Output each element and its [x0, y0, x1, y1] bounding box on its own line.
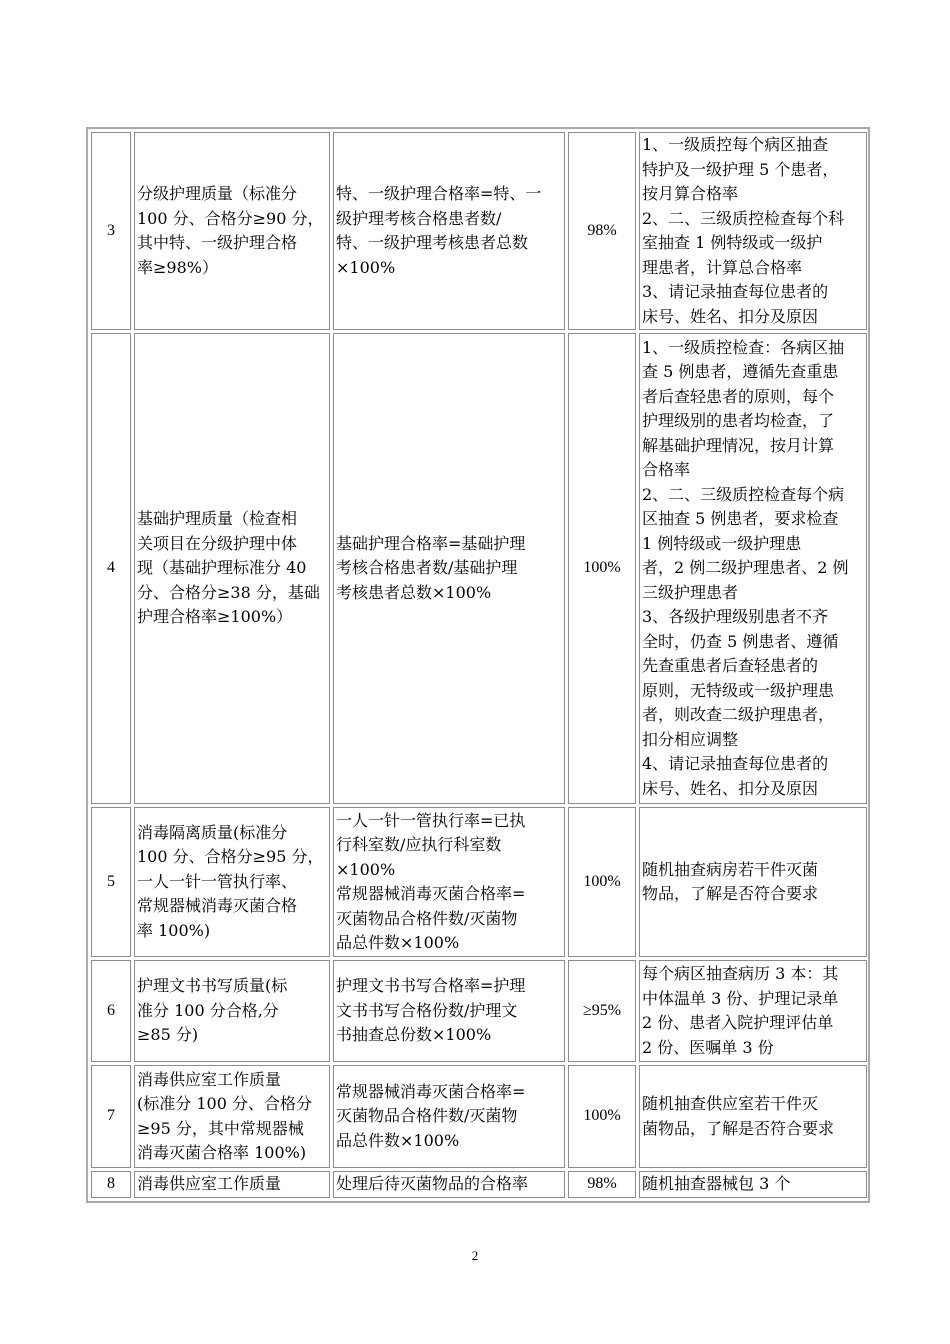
- item-cell: [134, 1171, 330, 1198]
- method-line: 者，2 例二级护理患者、2 例: [642, 558, 849, 578]
- method-line: 3、各级护理级别患者不齐: [642, 607, 829, 627]
- formula-line: 灭菌物品合格件数/灭菌物: [336, 908, 518, 928]
- method-line: 扣分相应调整: [642, 729, 739, 749]
- target-cell: 100%: [568, 807, 636, 957]
- formula-line: 常规器械消毒灭菌合格率=: [336, 884, 526, 903]
- method-line: 2、二、三级质控检查每个病: [642, 484, 845, 504]
- table-row: [91, 807, 867, 957]
- method-line: 三级护理患者: [642, 582, 739, 602]
- formula-line: 常规器械消毒灭菌合格率=: [336, 1081, 526, 1101]
- formula-line: 灭菌物品合格件数/灭菌物: [336, 1106, 518, 1126]
- method-line: 2 份、医嘱单 3 份: [642, 1037, 774, 1057]
- method-cell: [639, 960, 867, 1062]
- target-cell: 100%: [568, 333, 636, 804]
- item-line: 准分 100 分合格,分: [137, 1000, 279, 1020]
- row-number-cell: 3: [91, 132, 131, 330]
- method-line: 护理级别的患者均检查，了: [642, 411, 835, 431]
- method-line: 1 例特级或一级护理患: [642, 533, 802, 553]
- formula-line: 书抽查总份数×100%: [336, 1025, 492, 1045]
- method-line: 物品，了解是否符合要求: [642, 884, 819, 903]
- formula-line: 考核合格患者数/基础护理: [336, 558, 518, 578]
- method-line: 随机抽查供应室若干件灭: [642, 1094, 819, 1113]
- row-number-cell: 4: [91, 333, 131, 804]
- item-line: 常规器械消毒灭菌合格: [137, 896, 298, 916]
- target-cell: ≥95%: [568, 960, 636, 1062]
- item-line: 分、合格分≥38 分，基础: [137, 582, 320, 602]
- method-line: 解基础护理情况，按月计算: [642, 435, 835, 455]
- item-line: 消毒灭菌合格率 100%): [137, 1143, 307, 1162]
- formula-line: 级护理考核合格患者数/: [336, 208, 502, 228]
- formula-line: 特、一级护理考核患者总数: [336, 233, 529, 252]
- item-line: 率≥98%）: [137, 257, 218, 277]
- table-row: [91, 1065, 867, 1168]
- item-line: 护理文书书写质量(标: [137, 976, 288, 996]
- method-line: 先查重患者后查轻患者的: [642, 656, 819, 676]
- item-line: 消毒供应室工作质量: [137, 1174, 282, 1193]
- formula-line: ×100%: [336, 257, 396, 277]
- formula-line: 一人一针一管执行率=已执: [336, 810, 526, 830]
- target-cell: 98%: [568, 1171, 636, 1198]
- method-cell: [639, 1065, 867, 1168]
- method-line: 合格率: [642, 460, 691, 480]
- method-line: 理患者，计算总合格率: [642, 257, 803, 277]
- method-line: 4、请记录抽查每位患者的: [642, 754, 829, 774]
- quality-standards-table: [88, 129, 870, 1201]
- method-line: 随机抽查病房若干件灭菌: [642, 859, 819, 879]
- method-line: 区抽查 5 例患者，要求检查: [642, 509, 839, 529]
- table-body: [91, 132, 867, 1198]
- item-line: 现（基础护理标准分 40: [137, 558, 307, 578]
- item-line: (标准分 100 分、合格分: [137, 1094, 312, 1113]
- item-cell: [134, 960, 330, 1062]
- method-line: 者，则改查二级护理患者，: [642, 705, 835, 725]
- item-line: ≥85 分): [137, 1025, 199, 1045]
- formula-line: ×100%: [336, 859, 396, 879]
- item-line: 率 100%): [137, 920, 211, 940]
- method-line: 每个病区抽查病历 3 本：其: [642, 964, 839, 983]
- item-line: 护理合格率≥100%）: [137, 607, 293, 627]
- method-line: 者后查轻患者的原则，每个: [642, 386, 835, 406]
- formula-line: 考核患者总数×100%: [336, 582, 492, 602]
- method-line: 按月算合格率: [642, 184, 739, 203]
- method-line: 2、二、三级质控检查每个科: [642, 208, 845, 228]
- method-cell: [639, 1171, 867, 1198]
- formula-cell: [333, 132, 565, 330]
- method-line: 特护及一级护理 5 个患者，: [642, 159, 839, 179]
- item-line: ≥95 分，其中常规器械: [137, 1118, 304, 1138]
- quality-table-frame: [86, 127, 870, 1203]
- formula-cell: [333, 333, 565, 804]
- formula-line: 特、一级护理合格率=特、一: [336, 184, 542, 203]
- item-line: 100 分、合格分≥90 分，: [137, 208, 324, 228]
- formula-cell: [333, 807, 565, 957]
- formula-cell: [333, 1171, 565, 1198]
- method-cell: [639, 333, 867, 804]
- formula-line: 基础护理合格率=基础护理: [336, 533, 526, 553]
- formula-line: 品总件数×100%: [336, 933, 460, 952]
- method-line: 2 份、患者入院护理评估单: [642, 1013, 834, 1032]
- method-line: 随机抽查器械包 3 个: [642, 1174, 791, 1193]
- method-line: 1、一级质控检查：各病区抽: [642, 337, 845, 357]
- method-line: 床号、姓名、扣分及原因: [642, 306, 819, 326]
- item-line: 消毒隔离质量(标准分: [137, 822, 288, 842]
- target-cell: 98%: [568, 132, 636, 330]
- formula-line: 文书书写合格份数/护理文: [336, 1000, 518, 1020]
- item-line: 分级护理质量（标准分: [137, 184, 298, 203]
- item-line: 一人一针一管执行率、: [137, 871, 298, 891]
- method-line: 全时，仍查 5 例患者、遵循: [642, 631, 839, 651]
- item-line: 关项目在分级护理中体: [137, 533, 298, 553]
- row-number-cell: 6: [91, 960, 131, 1062]
- method-cell: [639, 807, 867, 957]
- table-row: [91, 132, 867, 330]
- method-line: 原则，无特级或一级护理患: [642, 680, 835, 700]
- method-line: 床号、姓名、扣分及原因: [642, 778, 819, 798]
- formula-line: 护理文书书写合格率=护理: [336, 976, 526, 996]
- item-line: 消毒供应室工作质量: [137, 1069, 282, 1089]
- method-line: 3、请记录抽查每位患者的: [642, 282, 829, 301]
- item-cell: [134, 1065, 330, 1168]
- item-line: 100 分、合格分≥95 分，: [137, 847, 324, 867]
- table-row: [91, 960, 867, 1062]
- formula-line: 行科室数/应执行科室数: [336, 835, 502, 854]
- method-line: 中体温单 3 份、护理记录单: [642, 988, 839, 1008]
- item-cell: [134, 807, 330, 957]
- row-number-cell: 5: [91, 807, 131, 957]
- item-line: 其中特、一级护理合格: [137, 233, 298, 252]
- method-cell: [639, 132, 867, 330]
- formula-cell: [333, 960, 565, 1062]
- method-line: 室抽查 1 例特级或一级护: [642, 233, 823, 252]
- row-number-cell: 8: [91, 1171, 131, 1198]
- table-row: [91, 1171, 867, 1198]
- item-cell: [134, 333, 330, 804]
- formula-line: 处理后待灭菌物品的合格率: [336, 1174, 529, 1193]
- formula-line: 品总件数×100%: [336, 1130, 460, 1150]
- row-number-cell: 7: [91, 1065, 131, 1168]
- item-cell: [134, 132, 330, 330]
- method-line: 1、一级质控每个病区抽查: [642, 135, 829, 154]
- page-number: 2: [471, 1248, 479, 1263]
- method-line: 查 5 例患者，遵循先查重患: [642, 362, 839, 382]
- method-line: 菌物品，了解是否符合要求: [642, 1118, 835, 1138]
- target-cell: 100%: [568, 1065, 636, 1168]
- table-row: [91, 333, 867, 804]
- formula-cell: [333, 1065, 565, 1168]
- item-line: 基础护理质量（检查相: [137, 509, 298, 529]
